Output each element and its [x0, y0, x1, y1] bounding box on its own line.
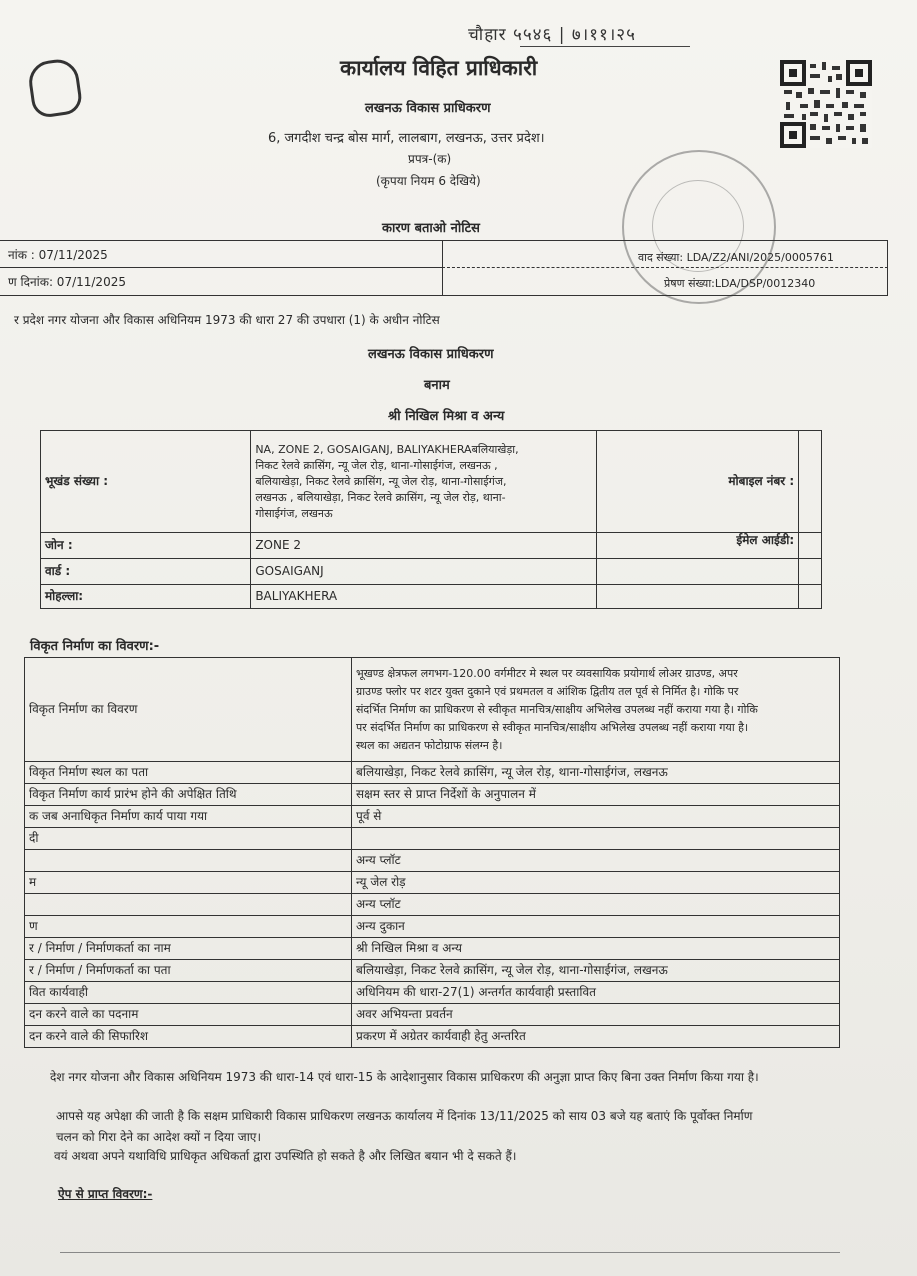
notice-date: नांक : 07/11/2025 [8, 248, 108, 262]
form-instruction: (कृपया नियम 6 देखिये) [376, 174, 481, 188]
action-value: अधिनियम की धारा-27(1) अन्तर्गत कार्यवाही प्रस्तावित [352, 982, 840, 1004]
preamble-authority: लखनऊ विकास प्राधिकरण [368, 347, 494, 362]
email-value [799, 533, 822, 559]
ref-box-middle-left [0, 267, 442, 268]
lda-logo-icon [26, 57, 83, 119]
start-label: विकृत निर्माण कार्य प्रारंभ होने की अपेक्षित तिथि [25, 784, 352, 806]
ref-box-bottom [0, 295, 888, 296]
case-number: वाद संख्या: LDA/Z2/ANI/2025/0005761 [638, 251, 834, 264]
desc-value [352, 658, 840, 762]
desc-label: विकृत निर्माण का विवरण [25, 658, 352, 762]
zone-label: जोन : [41, 533, 251, 559]
handwritten-reference: चौहार ५५४६ | ७।११।२५ [468, 25, 636, 45]
ward-value: GOSAIGANJ [251, 559, 596, 585]
authority-name: लखनऊ विकास प्राधिकरण [365, 101, 491, 116]
plot-value-line: लखनऊ , बलियाखेड़ा, निकट रेलवे क्रासिंग, न्यू जेल रोड़, थाना- [255, 490, 506, 504]
builder-addr-label: र / निर्माण / निर्माणकर्ता का पता [25, 960, 352, 982]
issue-date: ण दिनांक: 07/11/2025 [8, 275, 126, 289]
mobile-value [799, 431, 822, 533]
party-name: श्री निखिल मिश्रा व अन्य [388, 409, 505, 424]
versus-text: बनाम [424, 378, 450, 393]
mohalla-value: BALIYAKHERA [251, 585, 596, 609]
paragraph-2a: आपसे यह अपेक्षा की जाती है कि सक्षम प्राधिकारी विकास प्राधिकरण लखनऊ कार्यालय में दिनांक 13/11/2025 को साय 03 बजे यह बताएं कि पूर्वोक्त निर्माण [56, 1109, 753, 1123]
boundary-east: अन्य प्लॉट [352, 894, 840, 916]
found-value: पूर्व से [352, 806, 840, 828]
boundary-north: अन्य प्लॉट [352, 850, 840, 872]
office-title: कार्यालय विहित प्राधिकारी [340, 55, 538, 80]
section-title: विकृत निर्माण का विवरण:- [30, 639, 160, 654]
details-table [24, 657, 840, 1048]
boundary-blank [352, 828, 840, 850]
plot-value-line: बलियाखेड़ा, निकट रेलवे क्रासिंग, न्यू जेल रोड़, थाना-गोसाईगंज, [255, 474, 507, 488]
boundary-label-1: दी [25, 828, 352, 850]
builder-addr-value: बलियाखेड़ा, निकट रेलवे क्रासिंग, न्यू जेल रोड़, थाना-गोसाईगंज, लखनऊ [352, 960, 840, 982]
builder-name-value: श्री निखिल मिश्रा व अन्य [352, 938, 840, 960]
notice-title: कारण बताओ नोटिस [382, 221, 480, 236]
plot-label: भूखंड संख्या : [41, 431, 251, 533]
site-value: बलियाखेड़ा, निकट रेलवे क्रासिंग, न्यू जेल रोड़, थाना-गोसाईगंज, लखनऊ [352, 762, 840, 784]
boundary-west: अन्य दुकान [352, 916, 840, 938]
boundary-label-3: ण [25, 916, 352, 938]
paragraph-2b: चलन को गिरा देने का आदेश क्यों न दिया जाए। [56, 1130, 261, 1144]
desc-line: ग्राउण्ड फ्लोर पर शटर युक्त दुकाने एवं प्रथमतल व आंशिक द्वितीय तल पूर्व से निर्मित है। गोकि पर [356, 684, 739, 698]
handwritten-underline [520, 46, 690, 47]
recommend-value: प्रकरण में अग्रेतर कार्यवाही हेतु अन्तरित [352, 1026, 840, 1048]
boundary-south: न्यू जेल रोड़ [352, 872, 840, 894]
desc-line: संदर्भित निर्माण का प्राधिकरण से स्वीकृत मानचित्र/साक्षीय अभिलेख उपलब्ध नहीं कराया गया है। गोकि [356, 702, 758, 716]
plot-value-line: गोसाईगंज, लखनऊ [255, 506, 333, 520]
site-label: विकृत निर्माण स्थल का पता [25, 762, 352, 784]
ward-extra [596, 559, 798, 585]
email-label: ईमेल आईडी: [596, 533, 798, 559]
desc-line: स्थल का अद्यतन फोटोग्राफ संलग्न है। [356, 738, 503, 752]
ref-box-right [887, 240, 888, 295]
builder-name-label: र / निर्माण / निर्माणकर्ता का नाम [25, 938, 352, 960]
plot-value-line: NA, ZONE 2, GOSAIGANJ, BALIYAKHERAबलियाखेड़ा, [255, 442, 519, 456]
inspector-value: अवर अभियन्ता प्रवर्तन [352, 1004, 840, 1026]
plot-value [251, 431, 596, 533]
property-table [40, 430, 822, 609]
ward-label: वार्ड : [41, 559, 251, 585]
boundary-blank-label-2 [25, 894, 352, 916]
start-value: सक्षम स्तर से प्राप्त निर्देशों के अनुपालन में [352, 784, 840, 806]
ref-box-middle-right [442, 267, 888, 268]
desc-line: भूखण्ड क्षेत्रफल लगभग-120.00 वर्गमीटर मे स्थल पर व्यवसायिक प्रयोगार्थ लोअर ग्राउण्ड, अपर [356, 666, 738, 680]
plot-value-line: निकट रेलवे क्रासिंग, न्यू जेल रोड़, थाना-गोसाईगंज, लखनऊ , [255, 458, 498, 472]
mohalla-label: मोहल्ला: [41, 585, 251, 609]
mohalla-extra-2 [799, 585, 822, 609]
recommend-label: दन करने वाले की सिफारिश [25, 1026, 352, 1048]
mohalla-extra [596, 585, 798, 609]
app-details-heading: ऐप से प्राप्त विवरण:- [58, 1187, 153, 1201]
qr-code-icon [780, 60, 872, 148]
paragraph-3: वयं अथवा अपने यथाविधि प्राधिकृत अधिकर्ता द्वारा उपस्थिति हो सकते है और लिखित बयान भी दे सकते हैं। [54, 1149, 517, 1163]
zone-value: ZONE 2 [251, 533, 596, 559]
desc-line: पर संदर्भित निर्माण का प्राधिकरण से स्वीकृत मानचित्र/साक्षीय अभिलेख उपलब्ध नहीं कराया गया है। [356, 720, 749, 734]
found-label: क जब अनाधिकृत निर्माण कार्य पाया गया [25, 806, 352, 828]
office-address: 6, जगदीश चन्द्र बोस मार्ग, लालबाग, लखनऊ, उत्तर प्रदेश। [268, 131, 545, 146]
signature-line [60, 1252, 840, 1253]
ward-extra-2 [799, 559, 822, 585]
mobile-label: मोबाइल नंबर : [596, 431, 798, 533]
ref-box-top [0, 240, 888, 241]
dispatch-number: प्रेषण संख्या:LDA/DSP/0012340 [664, 277, 816, 290]
boundary-blank-label [25, 850, 352, 872]
paragraph-1: देश नगर योजना और विकास अधिनियम 1973 की धारा-14 एवं धारा-15 के आदेशानुसार विकास प्राधिकरण की अनुज्ञा प्राप्त किए बिना उक्त निर्माण किया गया है। [50, 1070, 759, 1084]
inspector-label: दन करने वाले का पदनाम [25, 1004, 352, 1026]
act-line: र प्रदेश नगर योजना और विकास अधिनियम 1973 की धारा 27 की उपधारा (1) के अधीन नोटिस [14, 313, 440, 327]
form-number: प्रपत्र-(क) [408, 152, 452, 166]
action-label: वित कार्यवाही [25, 982, 352, 1004]
ref-box-divider [442, 240, 443, 295]
boundary-label-2: म [25, 872, 352, 894]
